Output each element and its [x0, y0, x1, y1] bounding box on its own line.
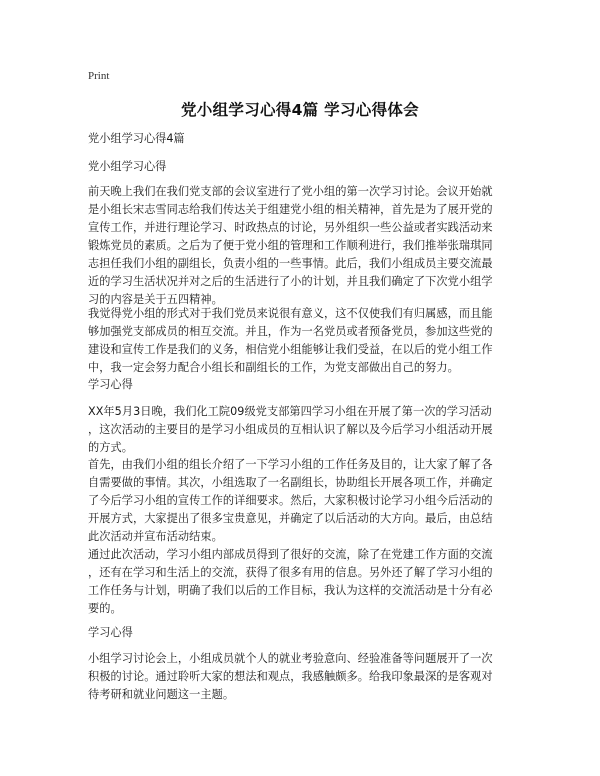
paragraph: [88, 456, 493, 546]
paragraph-line: 自需要做的事情。其次，小组选取了一名副组长，协助组长开展各项工作，并确定: [88, 476, 493, 489]
paragraph-line: 我觉得党小组的形式对于我们党员来说很有意义，这不仅使我们有归属感，而且能: [88, 307, 493, 320]
paragraph-line: 前天晚上我们在我们党支部的会议室进行了党小组的第一次学习讨论。会议开始就: [88, 185, 493, 198]
paragraph-line: 积极的讨论。通过聆听大家的想法和观点，我感触颇多。给我印象最深的是客观对: [88, 670, 493, 683]
section-heading: 学习心得: [88, 378, 133, 391]
paragraph-line: 此次活动并宣布活动结束。: [88, 530, 223, 543]
paragraph: [88, 183, 493, 309]
paragraph-line: 中，我一定会努力配合小组长和副组长的工作，为党支部做出自己的努力。: [88, 361, 459, 374]
paragraph-line: 近的学习生活状况并对之后的生活进行了小的计划，并且我们确定了下次党小组学: [88, 275, 493, 288]
paragraph-line: 开展方式，大家提出了很多宝贵意见，并确定了以后活动的大方向。最后，由总结: [88, 512, 493, 525]
paragraph-line: 够加强党支部成员的相互交流。并且，作为一名党员或者预备党员，参加这些党的: [88, 325, 493, 338]
paragraph-line: 通过此次活动，学习小组内部成员得到了很好的交流，除了在党建工作方面的交流: [88, 548, 493, 561]
section-heading: 学习心得: [88, 626, 133, 639]
paragraph-line: 了今后学习小组的宣传工作的详细要求。然后，大家积极讨论学习小组今后活动的: [88, 494, 493, 507]
section-heading: 党小组学习心得4篇: [88, 132, 185, 145]
paragraph: [88, 650, 493, 704]
paragraph-line: 待考研和就业问题这一主题。: [88, 688, 235, 701]
paragraph-line: 宣传工作，并进行理论学习、时政热点的讨论，另外组织一些公益或者实践活动来: [88, 221, 493, 234]
paragraph-line: XX年5月3日晚，我们化工院09级党支部第四学习小组在开展了第一次的学习活动: [88, 405, 492, 418]
paragraph-line: 小组学习讨论会上，小组成员就个人的就业考验意向、经验准备等问题展开了一次: [88, 652, 493, 665]
paragraph-line: 首先，由我们小组的组长介绍了一下学习小组的工作任务及目的，让大家了解了各: [88, 458, 493, 471]
paragraph-line: 锻炼党员的素质。之后为了便于党小组的管理和工作顺利进行，我们推举张瑞琪同: [88, 239, 493, 252]
paragraph-line: 工作任务与计划，明确了我们以后的工作目标，我认为这样的交流活动是十分有必: [88, 584, 493, 597]
print-label: Print: [88, 70, 110, 82]
paragraph-line: 建设和宣传工作是我们的义务，相信党小组能够让我们受益，在以后的党小组工作: [88, 343, 493, 356]
paragraph-line: 志担任我们小组的副组长，负责小组的一些事情。此后，我们小组成员主要交流最: [88, 257, 493, 270]
document-title: 党小组学习心得4篇 学习心得体会: [181, 101, 419, 119]
paragraph: [88, 305, 493, 377]
paragraph-line: 是小组长宋志雪同志给我们传达关于组建党小组的相关精神，首先是为了展开党的: [88, 203, 493, 216]
paragraph-line: 习的内容是关于五四精神。: [88, 293, 223, 306]
paragraph: [88, 546, 493, 618]
paragraph-line: ，这次活动的主要目的是学习小组成员的互相认识了解以及今后学习小组活动开展: [88, 423, 493, 436]
paragraph-line: ，还有在学习和生活上的交流，获得了很多有用的信息。另外还了解了学习小组的: [88, 566, 493, 579]
paragraph-line: 的方式。: [88, 441, 133, 454]
paragraph-line: 要的。: [88, 602, 122, 615]
paragraph: [88, 403, 493, 457]
section-heading: 党小组学习心得: [88, 160, 167, 173]
